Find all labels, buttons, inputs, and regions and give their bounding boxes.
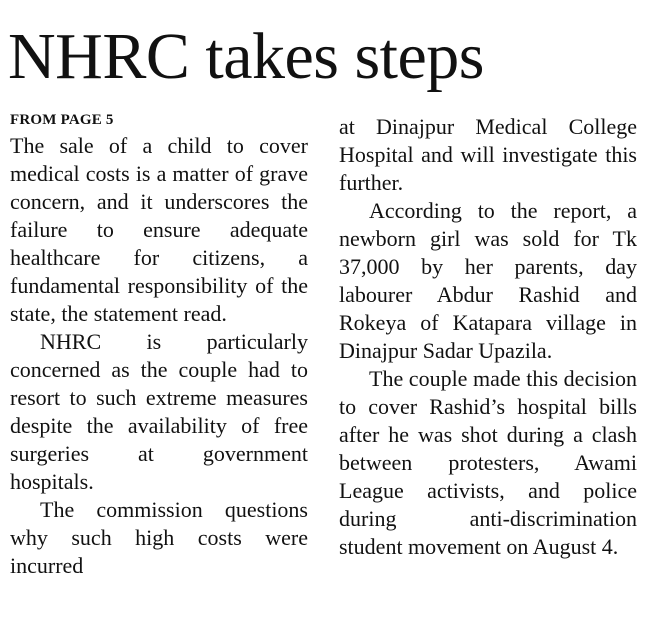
left-paragraph-2: NHRC is particularly concerned as the couple had to resort to such extreme measures despite the availability of free surgeries at government hospitals. bbox=[10, 329, 308, 494]
right-paragraph-1: at Dinajpur Medical College Hospital and will investigate this further. bbox=[339, 114, 637, 195]
left-column bbox=[10, 110, 308, 580]
left-paragraph-3: The commission questions why such high costs were incurred bbox=[10, 497, 308, 578]
right-paragraph-2: According to the report, a newborn girl was sold for Tk 37,000 by her parents, day labourer Abdur Rashid and Rokeya of Katapara village in Dinajpur Sadar Upazila. bbox=[339, 198, 637, 363]
right-column bbox=[339, 113, 637, 561]
continuation-kicker: FROM PAGE 5 bbox=[10, 112, 114, 128]
right-paragraph-3: The couple made this decision to cover Rashid’s hospital bills after he was shot during a clash between protesters, Awami League activists, and police during anti-discrimination student movement on August 4. bbox=[339, 366, 637, 559]
left-paragraph-1: The sale of a child to cover medical costs is a matter of grave concern, and it underscores the failure to ensure adequate healthcare for citizens, a fundamental responsibility of the state, the statement read. bbox=[10, 133, 308, 326]
headline: NHRC takes steps bbox=[8, 20, 484, 93]
